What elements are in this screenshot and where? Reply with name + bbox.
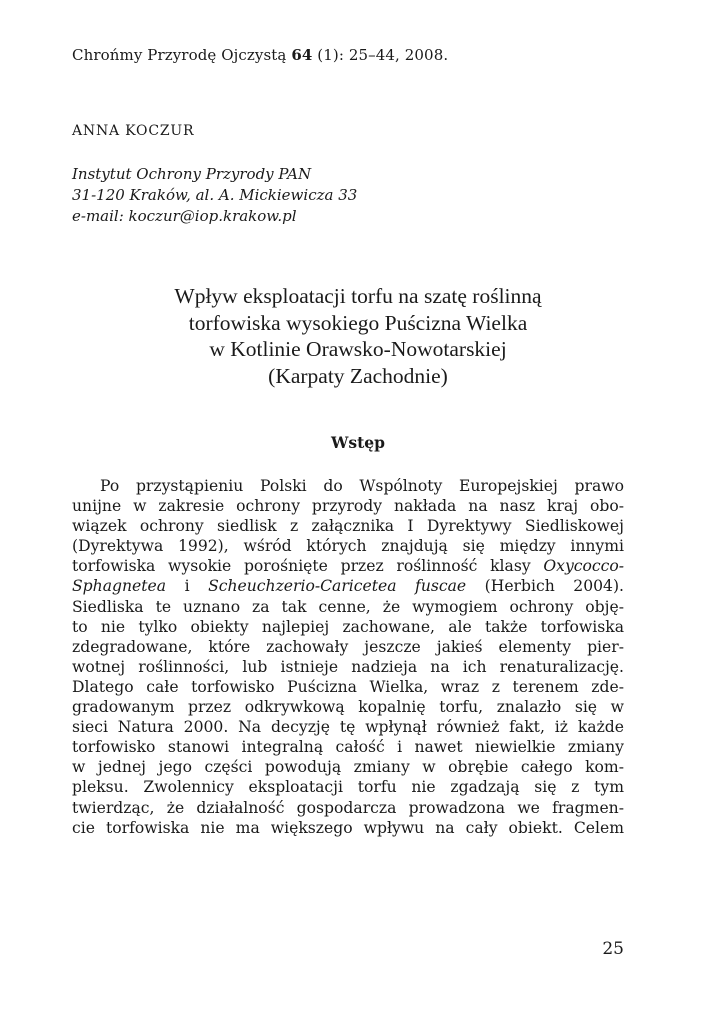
body-line	[72, 576, 624, 596]
body-line: wiązek ochrony siedlisk z załącznika I Dyrektywy Siedliskowej	[72, 517, 624, 536]
title-line: Wpływ eksploatacji torfu na szatę roślinną	[174, 284, 542, 308]
section-heading: Wstęp	[331, 433, 385, 452]
body-line: (Dyrektywa 1992), wśród których znajdują się między innymi	[72, 537, 624, 556]
body-italic-text: Sphagnetea	[72, 577, 167, 596]
body-text: (Herbich 2004).	[466, 577, 624, 596]
affiliation-address: 31-120 Kraków, al. A. Mickiewicza 33	[72, 186, 358, 204]
body-line: twierdząc, że działalność gospodarcza prowadzona we fragmen-	[72, 798, 624, 817]
body-line: torfowisko stanowi integralną całość i nawet niewielkie zmiany	[72, 738, 624, 757]
body-text: torfowiska wysokie porośnięte przez roślinność klasy	[72, 557, 531, 576]
journal-name: Chrońmy Przyrodę Ojczystą	[72, 46, 287, 64]
body-line	[72, 556, 624, 576]
title-line: torfowiska wysokiego Puścizna Wielka	[188, 310, 528, 335]
body-line: sieci Natura 2000. Na decyzję tę wpłynął również fakt, iż każde	[72, 718, 624, 737]
body-line: Siedliska te uznano za tak cenne, że wymogiem ochrony obję-	[72, 597, 624, 616]
body-line: wotnej roślinności, lub istnieje nadzieja na ich renaturalizację.	[72, 657, 624, 676]
body-line: gradowanym przez odkrywkową kopalnię torfu, znalazło się w	[72, 698, 624, 717]
body-line: zdegradowane, które zachowały jeszcze jakieś elementy pier-	[72, 637, 624, 656]
body-line: to nie tylko obiekty najlepiej zachowane, ale także torfowiska	[72, 617, 624, 636]
body-line: Dlatego całe torfowisko Puścizna Wielka, wraz z terenem zde-	[72, 677, 624, 696]
affiliation	[72, 164, 357, 227]
body-line: Po przystąpieniu Polski do Wspólnoty Europejskiej prawo	[100, 477, 624, 495]
affiliation-email: e-mail: koczur@iop.krakow.pl	[72, 207, 297, 225]
article-title	[72, 283, 644, 389]
affiliation-institute: Instytut Ochrony Przyrody PAN	[72, 165, 312, 183]
body-line: unijne w zakresie ochrony przyrody nakłada na nasz kraj obo-	[72, 497, 624, 516]
page-number: 25	[602, 939, 624, 959]
body-italic-text: Oxycocco-	[543, 557, 624, 576]
body-italic-text: Scheuchzerio-Caricetea fuscae	[208, 577, 467, 596]
journal-volume: 64	[291, 46, 313, 64]
body-line: cie torfowiska nie ma większego wpływu na cały obiekt. Celem	[72, 818, 624, 837]
body-line: w jednej jego części powodują zmiany w obrębie całego kom-	[72, 758, 624, 777]
body-paragraph	[72, 476, 624, 838]
journal-issue: (1): 25–44, 2008.	[317, 46, 449, 64]
body-line: pleksu. Zwolennicy eksploatacji torfu nie zgadzają się z tym	[72, 778, 624, 797]
journal-citation	[72, 46, 448, 64]
title-line: (Karpaty Zachodnie)	[268, 363, 448, 388]
author-name: ANNA KOCZUR	[72, 123, 195, 139]
title-line: w Kotlinie Orawsko-Nowotarskiej	[209, 337, 507, 361]
body-text: i	[166, 577, 209, 596]
